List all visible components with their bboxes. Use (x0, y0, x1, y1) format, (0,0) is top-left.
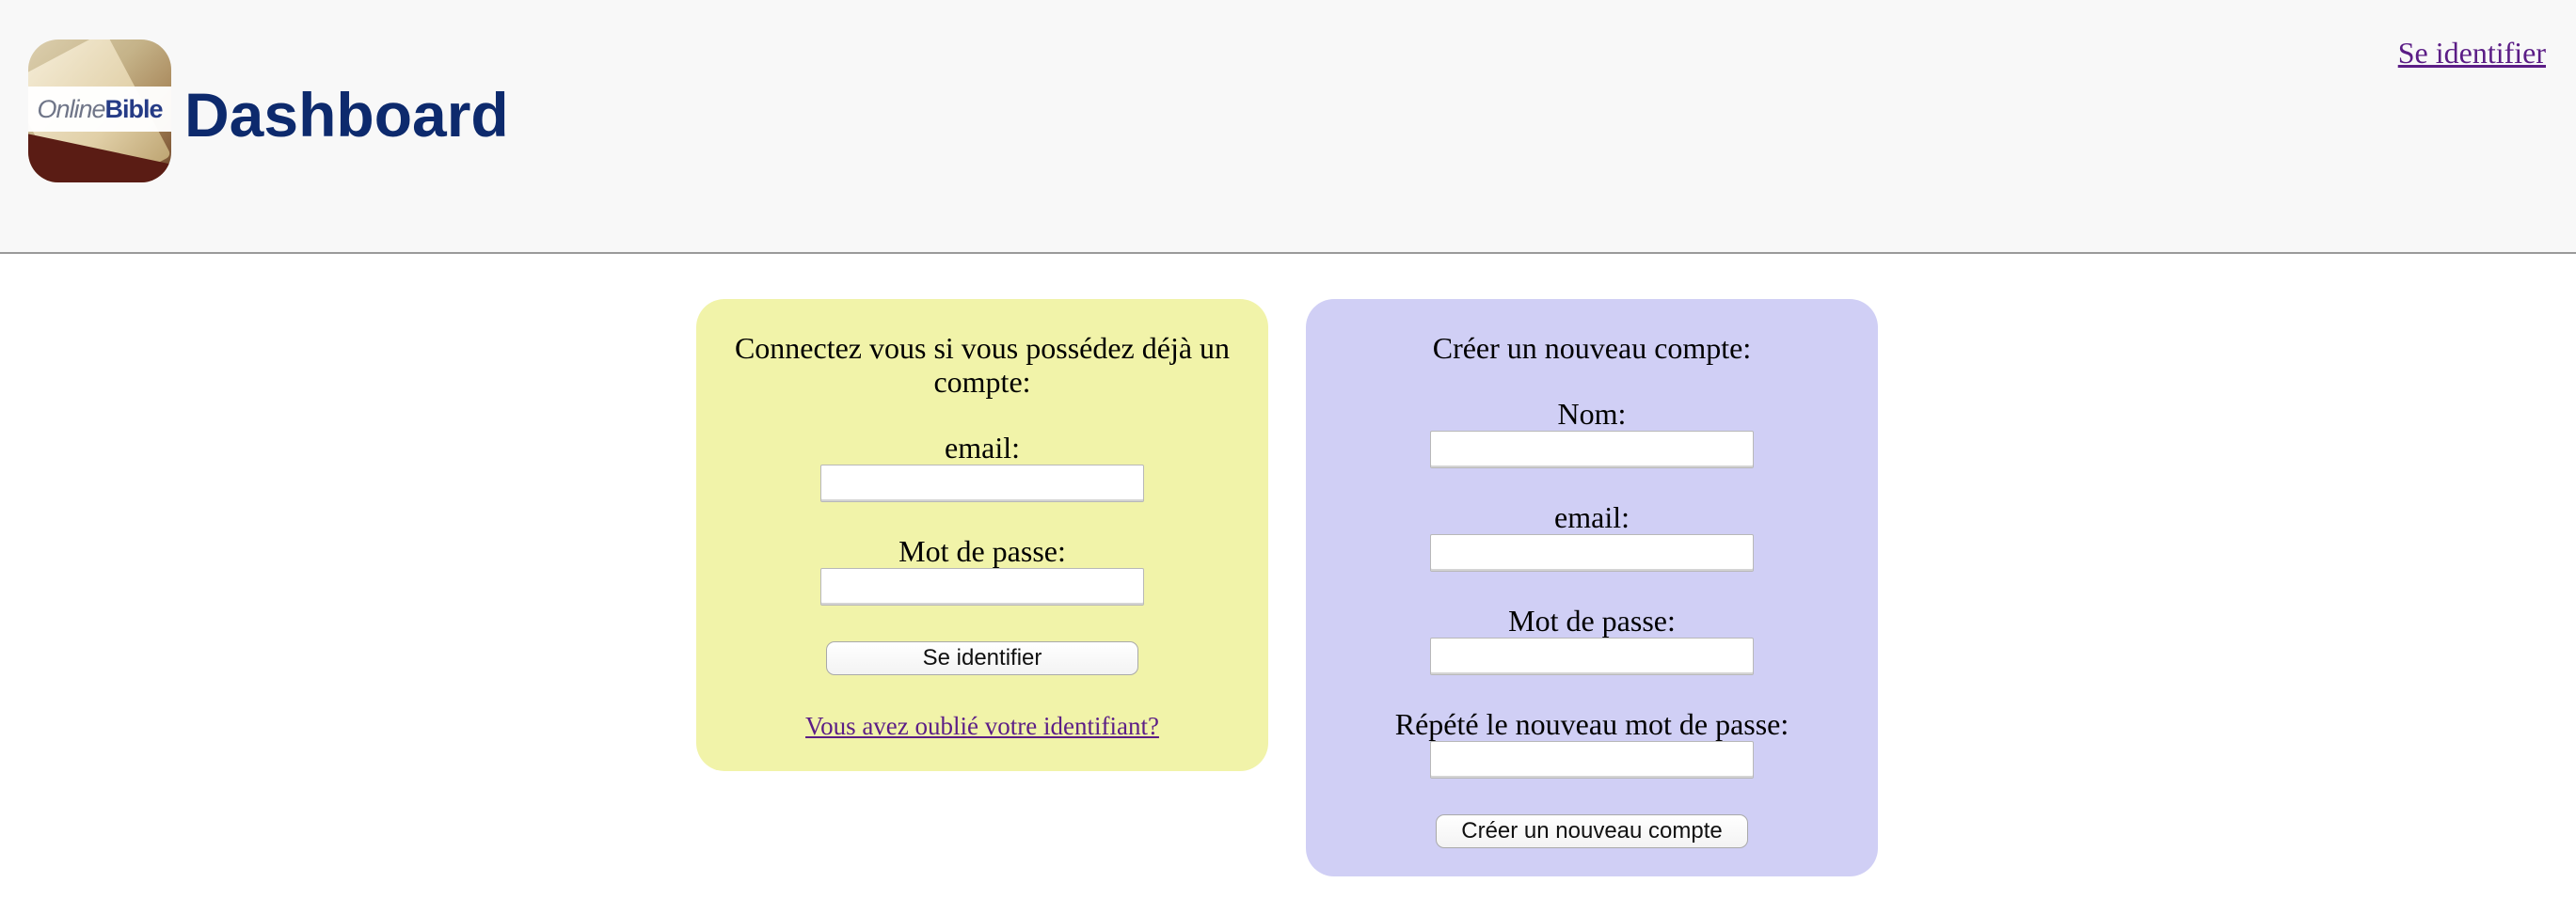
logo-text-online: Online (37, 94, 105, 123)
register-repeat-password-input[interactable] (1430, 741, 1754, 779)
register-email-input[interactable] (1430, 534, 1754, 572)
login-email-label: email: (945, 431, 1020, 465)
register-email-label: email: (1554, 500, 1630, 534)
register-password-label: Mot de passe: (1508, 604, 1676, 638)
register-heading: Créer un nouveau compte: (1432, 331, 1752, 365)
logo-text-bible: Bible (104, 94, 163, 123)
forgot-identifier-link[interactable]: Vous avez oublié votre identifiant? (805, 712, 1159, 740)
register-password-input[interactable] (1430, 638, 1754, 675)
login-email-input[interactable] (820, 465, 1144, 502)
register-panel (1306, 299, 1878, 876)
login-password-label: Mot de passe: (898, 534, 1066, 568)
login-heading: Connectez vous si vous possédez déjà un compte: (734, 331, 1231, 399)
page-title: Dashboard (184, 80, 509, 150)
login-password-input[interactable] (820, 568, 1144, 606)
register-repeat-password-label: Répété le nouveau mot de passe: (1394, 707, 1789, 741)
create-account-button[interactable]: Créer un nouveau compte (1436, 814, 1748, 848)
header-login-link[interactable]: Se identifier (2397, 36, 2546, 70)
login-panel (696, 299, 1268, 771)
login-submit-button[interactable]: Se identifier (826, 641, 1138, 675)
online-bible-logo[interactable] (28, 39, 171, 182)
header (0, 0, 2576, 254)
register-name-input[interactable] (1430, 431, 1754, 468)
logo-wordmark (28, 87, 171, 132)
register-name-label: Nom: (1557, 397, 1627, 431)
